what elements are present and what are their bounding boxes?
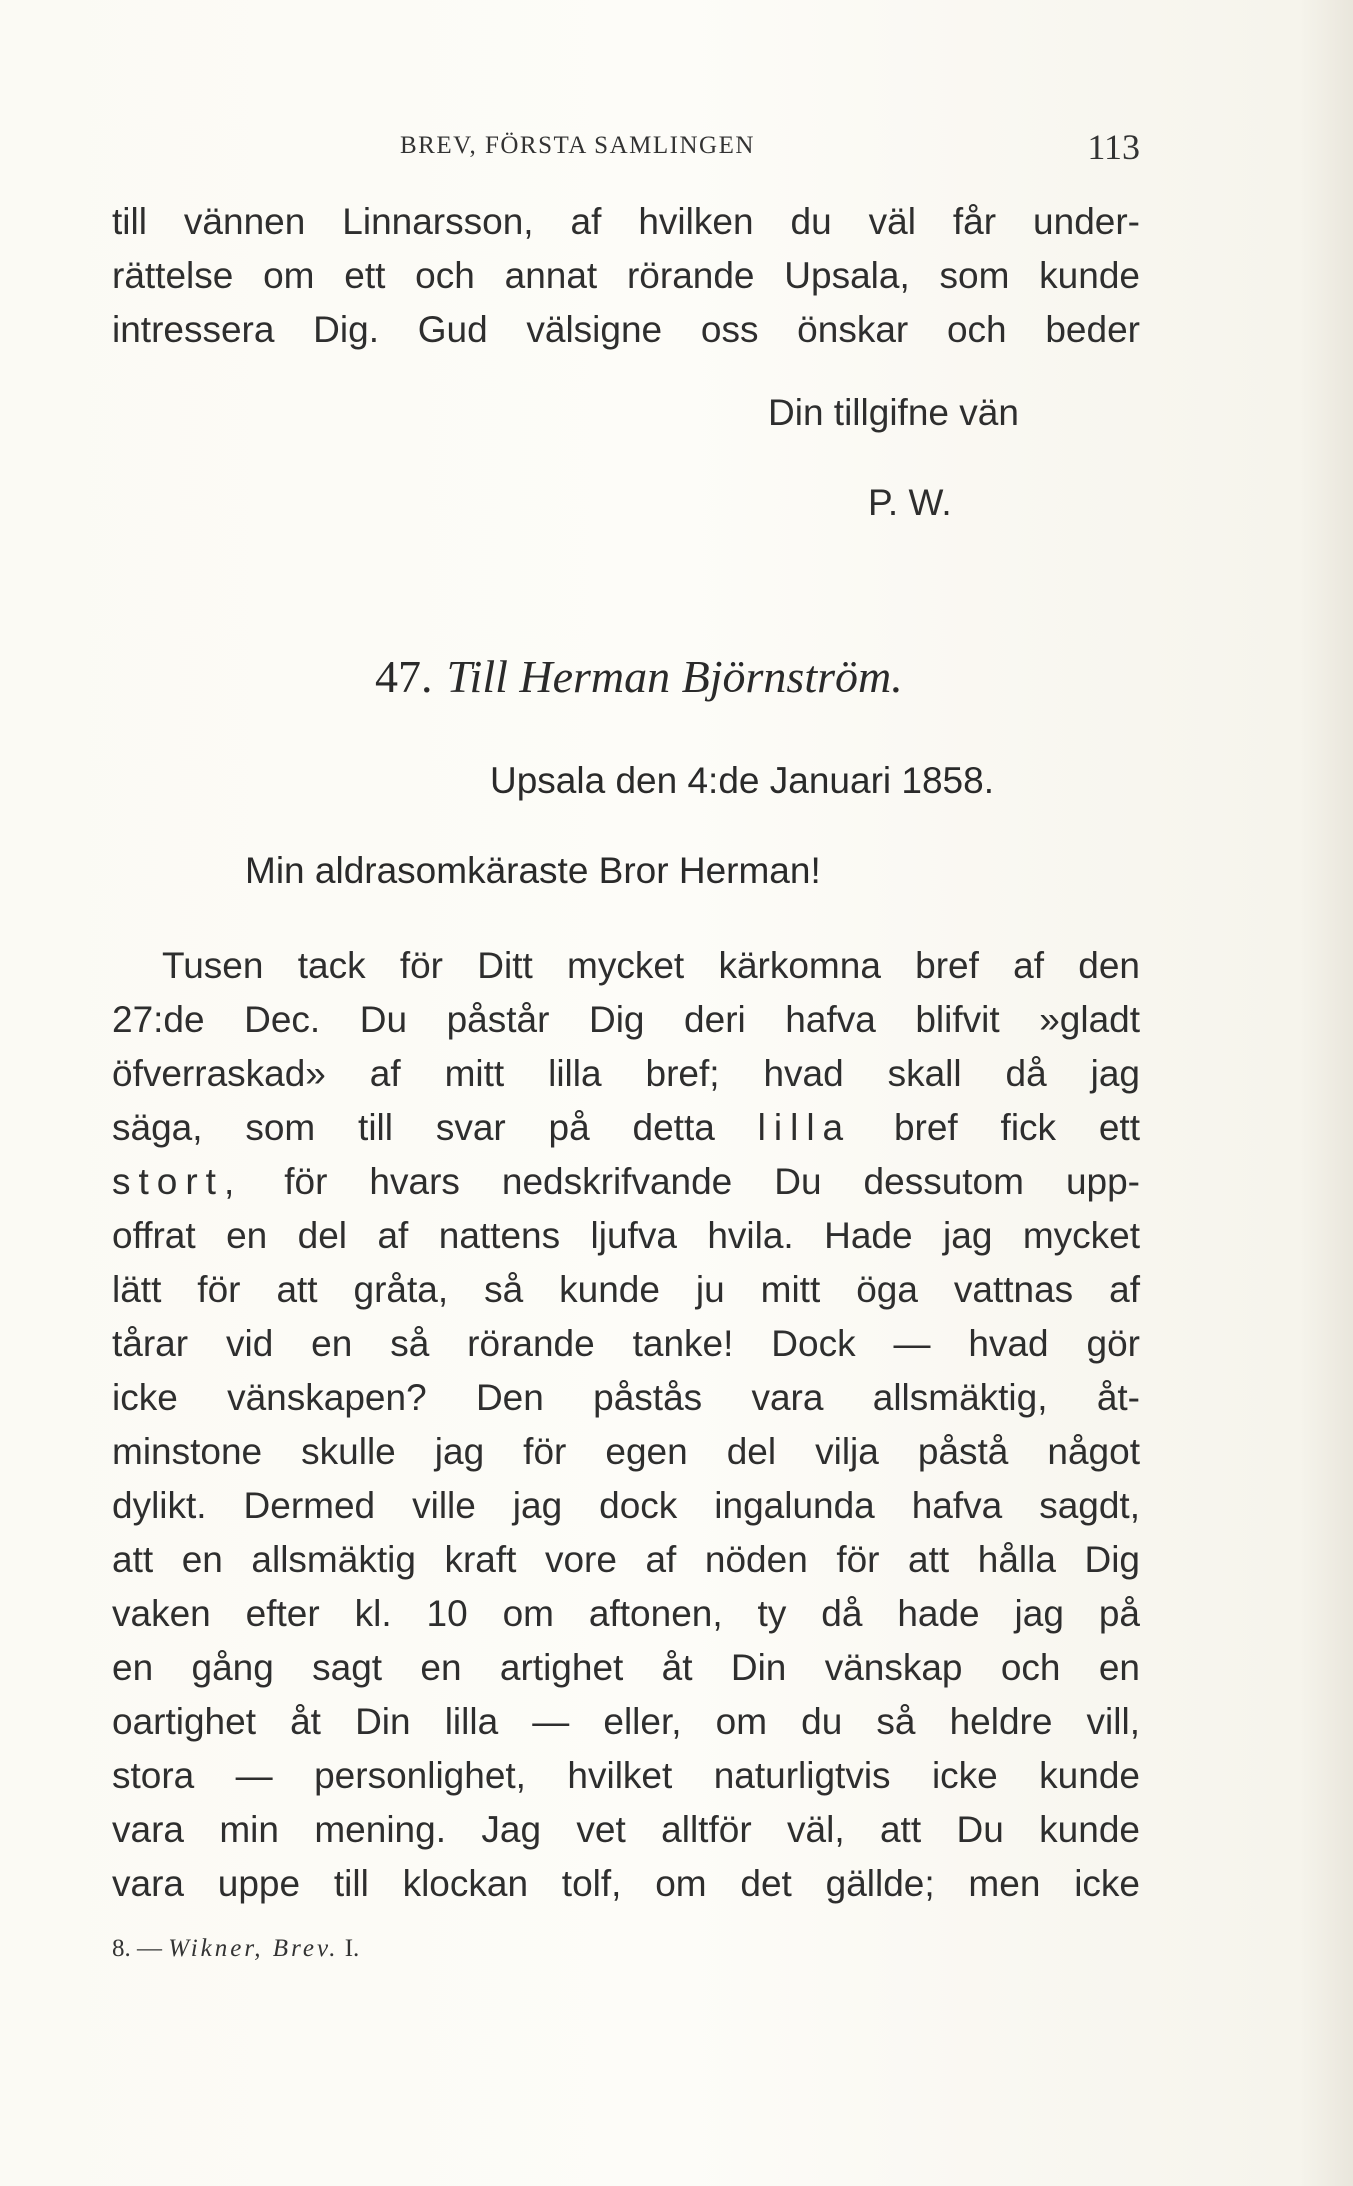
page-header (110, 126, 1140, 176)
text-line: en gång sagt en artighet åt Din vänskap och en (112, 1647, 1140, 1688)
text-line: dylikt. Dermed ville jag dock ingalunda hafva sagdt, (112, 1485, 1140, 1526)
emphasized-word: lilla (757, 1107, 852, 1148)
text-line: lätt för att gråta, så kunde ju mitt öga vattnas af (112, 1269, 1140, 1310)
text-line: icke vänskapen? Den påstås vara allsmäktig, åt- (112, 1377, 1140, 1418)
text-line: att en allsmäktig kraft vore af nöden för att hålla Dig (112, 1539, 1140, 1580)
signature-mark: 8. — (112, 1935, 162, 1962)
text-line: rättelse om ett och annat rörande Upsala, som kunde (112, 255, 1140, 296)
page-footer (112, 1935, 359, 1963)
text-line: till vännen Linnarsson, af hvilken du väl får under- (112, 201, 1140, 242)
text-line: öfverraskad» af mitt lilla bref; hvad skall då jag (112, 1053, 1140, 1094)
text-segment: säga, som till svar på detta (112, 1107, 715, 1148)
text-segment: för hvars nedskrifvande Du dessutom upp- (284, 1161, 1141, 1202)
emphasized-word: stort, (112, 1161, 243, 1202)
text-line: 27:de Dec. Du påstår Dig deri hafva blifvit »gladt (112, 999, 1140, 1040)
text-line: offrat en del af nattens ljufva hvila. Hade jag mycket (112, 1215, 1140, 1256)
text-line: tårar vid en så rörande tanke! Dock — hvad gör (112, 1323, 1140, 1364)
text-line: vara min mening. Jag vet alltför väl, att Du kunde (112, 1809, 1140, 1850)
text-line: minstone skulle jag för egen del vilja påstå något (112, 1431, 1140, 1472)
text-line: oartighet åt Din lilla — eller, om du så heldre vill, (112, 1701, 1140, 1742)
letter-title: Till Herman Björnström. (446, 651, 903, 702)
dateline: Upsala den 4:de Januari 1858. (490, 760, 994, 801)
text-line (112, 1156, 1140, 1208)
letter-heading (375, 650, 903, 703)
salutation: Min aldrasomkäraste Bror Herman! (245, 850, 821, 891)
letter-number: 47. (375, 651, 433, 702)
text-line: vaken efter kl. 10 om aftonen, ty då hade jag på (112, 1593, 1140, 1634)
signature: P. W. (868, 482, 952, 523)
text-line: vara uppe till klockan tolf, om det gällde; men icke (112, 1863, 1140, 1904)
closing: Din tillgifne vän (768, 392, 1019, 433)
text-line: Tusen tack för Ditt mycket kärkomna bref af den (162, 945, 1140, 986)
volume-number: I. (344, 1935, 360, 1962)
running-title: BREV, FÖRSTA SAMLINGEN (400, 132, 755, 159)
text-segment: bref fick ett (893, 1107, 1140, 1148)
text-line: intressera Dig. Gud välsigne oss önskar och beder (112, 309, 1140, 350)
book-title: Wikner, Brev. (168, 1935, 339, 1962)
text-line (112, 1102, 1140, 1154)
page-number: 113 (1087, 127, 1140, 167)
text-line: stora — personlighet, hvilket naturligtvis icke kunde (112, 1755, 1140, 1796)
